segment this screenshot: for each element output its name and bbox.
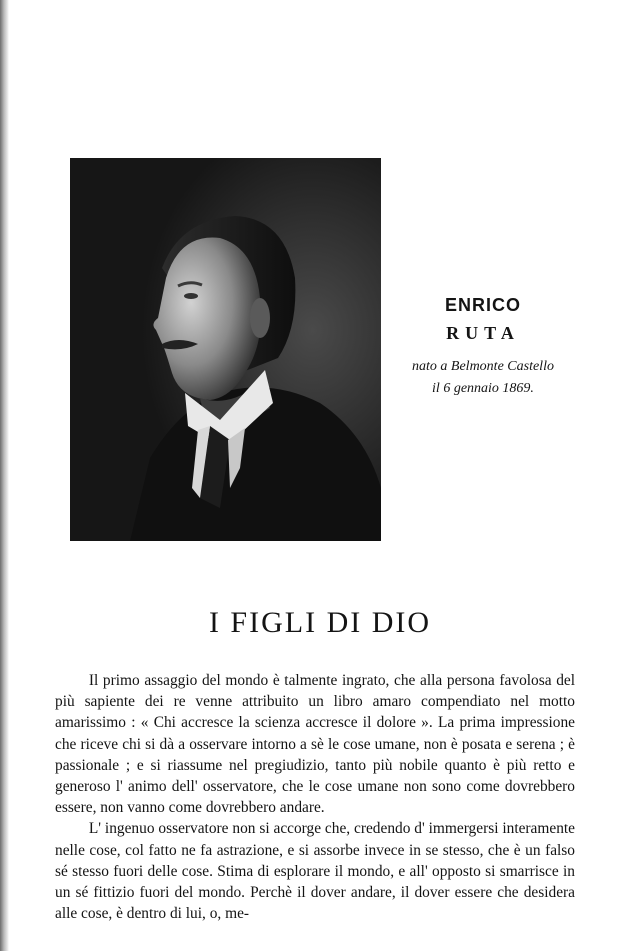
author-last-name: RUTA xyxy=(446,323,520,343)
author-first-name: ENRICO xyxy=(444,295,521,315)
chapter-title: I FIGLI DI DIO xyxy=(208,606,432,639)
birth-date: il 6 gennaio 1869. xyxy=(432,381,534,396)
scan-edge-shadow xyxy=(0,0,9,951)
body-text xyxy=(55,670,575,924)
paragraph: L' ingenuo osservatore non si accorge che, credendo d' immergersi interamente nelle cose, col fatto ne fa astrazione, e si assorbe invece in se stesso, che è un falso sé stesso fuori delle cose. Stima di esplorare il mondo, e all' opposto si smarrisce in un sé fittizio fuori del mondo. Perchè il dover andare, il dover essere che desidera alle cose, è dentro di lui, o, me- xyxy=(55,820,575,923)
portrait-photo xyxy=(70,158,381,541)
portrait-caption xyxy=(388,290,578,400)
paragraph: Il primo assaggio del mondo è talmente ingrato, che alla persona favolosa del più sapiente dei re venne attribuito un libro amaro compendiato nel motto amarissimo : « Chi accresce la scienza accresce il dolore ». La prima impressione che riceve chi si dà a osservare intorno a sè le cose umane, non è posata e serena ; è passionale ; e si riassume nel pregiudizio, tanto più nobile quanto è più retto e generoso l' animo dell' osservatore, che le cose umane non sono come dovrebbero essere, non vanno come dovrebbero andare. xyxy=(55,672,575,817)
birth-place: nato a Belmonte Castello xyxy=(412,359,554,374)
